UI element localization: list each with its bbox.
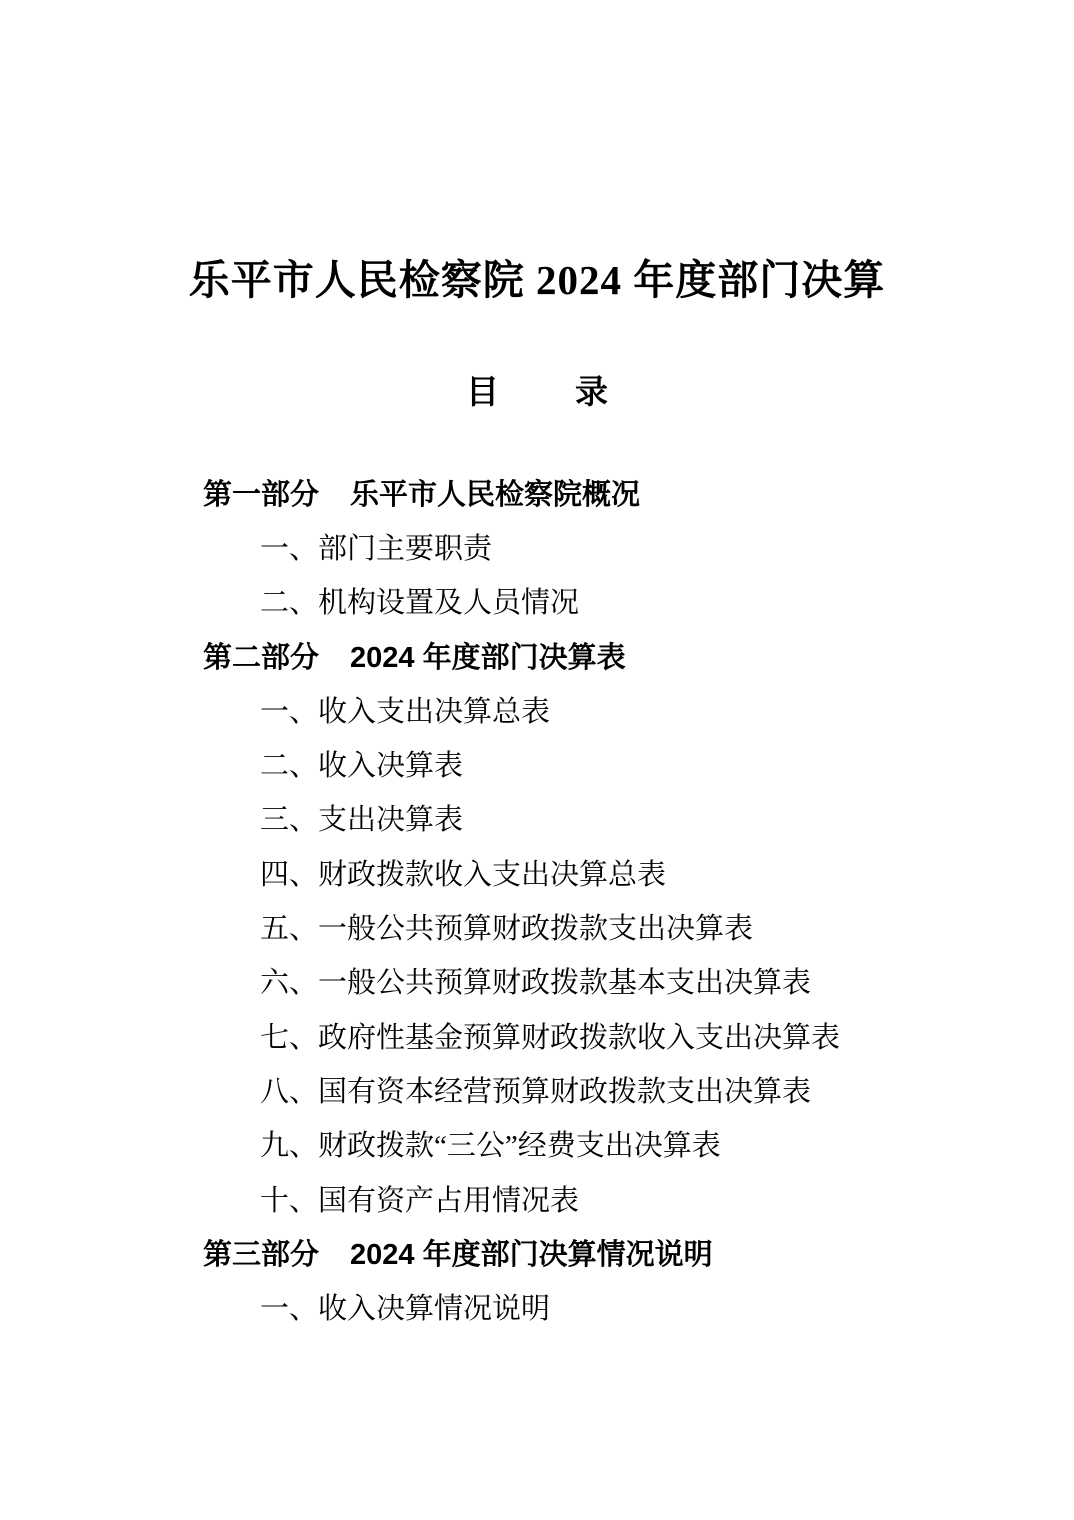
toc-item-text: 五、一般公共预算财政拨款支出决算表 [260,913,754,946]
toc-item-text: 八、国有资本经营预算财政拨款支出决算表 [260,1075,812,1108]
toc-item [0,1008,1074,1062]
toc-item [0,791,1074,845]
toc-item [0,519,1074,573]
toc-item [0,1062,1074,1116]
toc-item-text: 六、一般公共预算财政拨款基本支出决算表 [260,967,812,1000]
toc-section-heading-1 [0,465,1074,519]
toc-section-heading-3 [0,1225,1074,1279]
toc-heading [0,366,1074,413]
toc-item-text: 三、支出决算表 [260,804,464,837]
toc-section-heading-2 [0,628,1074,682]
toc-item [0,574,1074,628]
toc-item-text: 四、财政拨款收入支出决算总表 [260,858,667,891]
toc-item [0,1279,1074,1333]
toc-item [0,1171,1074,1225]
toc-item-text: 十、国有资产占用情况表 [260,1184,580,1217]
toc-item [0,682,1074,736]
toc-heading-char-right: 录 [575,375,608,411]
toc-item [0,845,1074,899]
toc-item-text: 九、财政拨款“三公”经费支出决算表 [260,1130,721,1163]
toc-section-2-label: 第二部分 [203,641,320,674]
toc-section-2-title: 2024 年度部门决算表 [350,641,626,674]
toc-section-3-title: 2024 年度部门决算情况说明 [350,1238,713,1271]
toc-section-1-title: 乐平市人民检察院概况 [350,478,641,511]
toc-item [0,1117,1074,1171]
toc-item [0,954,1074,1008]
toc-item-text: 一、收入决算情况说明 [260,1293,551,1326]
toc-section-3-label: 第三部分 [203,1238,320,1271]
toc-heading-char-left: 目 [466,375,499,411]
toc-item-text: 二、机构设置及人员情况 [260,587,580,620]
toc-item-text: 一、收入支出决算总表 [260,695,551,728]
table-of-contents [0,465,1074,1334]
toc-item-text: 七、政府性基金预算财政拨款收入支出决算表 [260,1021,841,1054]
toc-item [0,899,1074,953]
toc-item-text: 二、收入决算表 [260,750,464,783]
document-title: 乐平市人民检察院 2024 年度部门决算 [188,257,886,303]
toc-item-text: 一、部门主要职责 [260,532,493,565]
toc-item [0,736,1074,790]
toc-section-1-label: 第一部分 [203,478,320,511]
